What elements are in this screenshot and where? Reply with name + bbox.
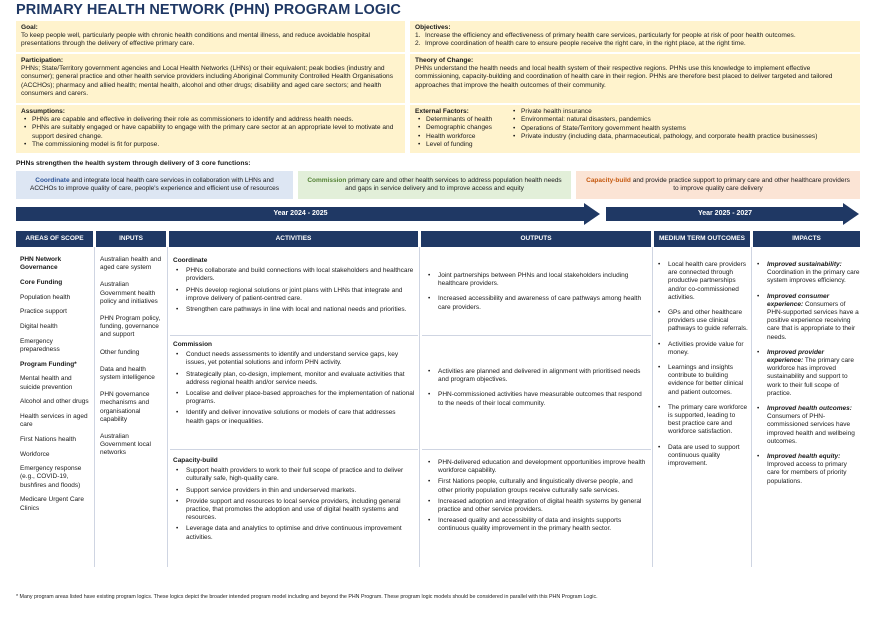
year-arrow-2 <box>606 203 861 225</box>
medium-term-outcomes-column <box>655 261 749 566</box>
year-label: Year 2025 - 2027 <box>697 210 753 217</box>
activities-commission <box>170 338 418 450</box>
scope-item: Practice support <box>20 308 67 316</box>
year-label: Year 2024 - 2025 <box>273 210 328 217</box>
output-item: • Increased adoption and integration of digital health systems by general practice and other service providers. <box>425 498 648 514</box>
output-item: • Increased quality and accessibility of data and insights supports continuous quality improvement in the primary health sector. <box>425 517 648 533</box>
objective-item: 1. Increase the efficiency and effectiveness of primary health care services, particularly for people at risk of poor health outcomes. <box>415 32 796 40</box>
scope-item: Health services in aged care <box>20 412 88 429</box>
external-factor: • Determinants of health <box>415 116 510 124</box>
theory-box <box>410 54 860 103</box>
impact-item: • Improved provider experience: The primary care workforce has improved sustainability and support to work to their full scope of practice. <box>754 349 860 398</box>
input-item: Data and health system intelligence <box>100 365 155 382</box>
output-item: • Joint partnerships between PHNs and local stakeholders including healthcare providers. <box>425 272 648 288</box>
outputs-commission <box>422 338 651 450</box>
external-factor: • Operations of State/Territory government health systems <box>510 125 817 133</box>
column-header-medium-term-outcomes: MEDIUM TERM OUTCOMES <box>654 231 750 247</box>
column-header-areas-of-scope: AREAS OF SCOPE <box>16 231 93 247</box>
external-factor: • Level of funding <box>415 141 510 149</box>
participation-text: PHNs; State/Territory government agencies and Local Health Networks (LHNs) or their equivalent; peak bodies (industry and consumer); general practice and other health service providers including Aboriginal Community Controlled Health Organisations (ACCHOs); pharmacy and allied health; mental health, alcohol and other drugs; disability and aged care sectors; and health consumers and carers. <box>21 65 394 97</box>
input-item: PHN Program policy, funding, governance and support <box>100 315 161 339</box>
activity-heading: Capacity-build <box>173 457 218 464</box>
core-function-coordinate: Coordinate and integrate local health care services in collaboration with LHNs and ACCHOs to improve quality of care, people's experience and efficient use of resources <box>16 171 293 199</box>
outcome-item: • Data are used to support continuous quality improvement. <box>655 444 749 469</box>
objectives-heading: Objectives: <box>415 24 451 31</box>
participation-box <box>16 54 405 103</box>
activity-item: • PHNs collaborate and build connections with local stakeholders and healthcare providers. <box>173 267 415 283</box>
outcome-item: • GPs and other healthcare providers use clinical pathways to guide referrals. <box>655 309 749 334</box>
output-item: • Activities are planned and delivered in alignment with prioritised needs and program objectives. <box>425 368 648 384</box>
inputs-column <box>100 256 164 566</box>
scope-item: Population health <box>20 293 71 301</box>
scope-item: Medicare Urgent Care Clinics <box>20 496 84 512</box>
activity-item: • Support health providers to work to their full scope of practice and to deliver culturally safe, high-quality care. <box>173 467 415 483</box>
activity-item: • Leverage data and analytics to optimise and drive continuous improvement activities. <box>173 525 415 541</box>
theory-heading: Theory of Change: <box>415 57 474 64</box>
goal-heading: Goal: <box>21 24 38 31</box>
outcome-item: • Activities provide value for money. <box>655 341 749 357</box>
outcome-item: • The primary care workforce is supported, leading to best practice care and workforce satisfaction. <box>655 404 749 437</box>
year-arrow-1 <box>16 203 600 225</box>
scope-item: Core Funding <box>20 278 63 286</box>
goal-text: To keep people well, particularly people with chronic health conditions and mental illness, and reduce avoidable hospital presentations through the delivery of effective primary care. <box>21 32 370 48</box>
core-functions-heading: PHNs strengthen the health system through delivery of 3 core functions: <box>16 160 251 167</box>
objective-item: 2. Improve coordination of health care to ensure people receive the right care, in the right place, at the right time. <box>415 40 746 48</box>
objectives-box <box>410 21 860 52</box>
output-item: • PHN-delivered education and development opportunities improve health workforce capability. <box>425 459 648 475</box>
activity-item: • PHNs develop regional solutions or joint plans with LHNs that integrate and improve delivery of patient-centred care. <box>173 287 415 303</box>
column-header-impacts: IMPACTS <box>753 231 860 247</box>
outputs-coordinate <box>422 254 651 336</box>
impacts-column <box>754 261 860 566</box>
column-header-outputs: OUTPUTS <box>421 231 651 247</box>
outcome-item: • Learnings and insights contribute to building evidence for better clinical and patient outcomes. <box>655 364 749 397</box>
input-item: Australian Government health policy and initiatives <box>100 281 158 305</box>
assumptions-box <box>16 105 405 153</box>
external-factor: • Health workforce <box>415 133 510 141</box>
participation-heading: Participation: <box>21 57 64 64</box>
external-factor: • Environmental: natural disasters, pandemics <box>510 116 817 124</box>
core-function-capacity-build: Capacity-build and provide practice support to primary care and other healthcare providers to improve quality care delivery <box>576 171 860 199</box>
scope-item: Emergency response (e.g., COVID-19, bushfires and floods) <box>20 465 82 489</box>
impact-item: • Improved consumer experience: Consumers of PHN-supported services have a positive experience receiving care that is appropriate to their needs. <box>754 293 860 342</box>
goal-box <box>16 21 405 52</box>
activity-item: • Conduct needs assessments to identify and understand service gaps, key issues, yet potential solutions and inform PHN activity. <box>173 351 415 367</box>
scope-item: First Nations health <box>20 435 76 443</box>
activities-coordinate <box>170 254 418 336</box>
activity-item: • Support service providers in thin and underserved markets. <box>173 487 415 495</box>
column-header-inputs: INPUTS <box>96 231 166 247</box>
impact-item: • Improved health equity: Improved access to primary care for members of priority populations. <box>754 453 860 486</box>
external-factor: • Demographic changes <box>415 124 510 132</box>
core-function-commission: Commission primary care and other health services to address population health needs and gaps in service delivery and to improve access and equity <box>298 171 571 199</box>
activities-capacity-build <box>170 454 418 566</box>
external-factor: • Private health insurance <box>510 108 817 116</box>
theory-text: PHNs understand the health needs and local health system of their respective regions. PHNs use this knowledge to implement effective commissioning, capacity-building and coordination of health care in their region. PHNs are therefore best placed to deliver targeted and tailored approaches that improve the health outcomes of their community. <box>415 65 833 89</box>
areas-of-scope-column <box>20 256 92 566</box>
scope-item: Workforce <box>20 450 50 458</box>
input-item: PHN governance mechanisms and organisational capability <box>100 391 150 423</box>
outputs-capacity-build <box>422 454 651 566</box>
scope-item: Program Funding* <box>20 360 77 368</box>
scope-item: Digital health <box>20 323 58 331</box>
activity-item: • Strengthen care pathways in line with local and national needs and priorities. <box>173 306 415 314</box>
input-item: Australian health and aged care system <box>100 256 162 272</box>
activity-item: • Identify and deliver innovative solutions or models of care that addresses health gaps or inequalities. <box>173 409 415 425</box>
scope-item: Alcohol and other drugs <box>20 398 89 406</box>
external-heading: External Factors: <box>415 108 469 115</box>
assumptions-heading: Assumptions: <box>21 108 65 115</box>
assumption-item: • PHNs are capable and effective in delivering their role as commissioners to identify and address health needs. <box>21 116 400 124</box>
external-factors-box <box>410 105 860 153</box>
input-item: Australian Government local networks <box>100 433 151 457</box>
activity-item: • Localise and deliver place-based approaches for the implementation of national programs. <box>173 390 415 406</box>
scope-item: Mental health and suicide prevention <box>20 375 73 391</box>
external-factor: • Private industry (including data, pharmaceutical, pathology, and corporate health practice businesses) <box>510 133 817 141</box>
output-item: • Increased accessibility and awareness of care pathways among health care providers. <box>425 295 648 311</box>
assumption-item: • The commissioning model is fit for purpose. <box>21 141 400 149</box>
activity-heading: Coordinate <box>173 257 208 264</box>
scope-item: Emergency preparedness <box>20 337 60 353</box>
output-item: • PHN-commissioned activities have measurable outcomes that respond to the needs of their local community. <box>425 391 648 407</box>
footnote: * Many program areas listed have existing program logics. These logics depict the broader intended program model including and beyond the PHN Program. These program logic models should be considered in parallel with this PHN Program Logic. <box>16 594 598 600</box>
input-item: Other funding <box>100 348 140 356</box>
impact-item: • Improved health outcomes: Consumers of PHN-commissioned services have improved health and wellbeing outcomes. <box>754 405 860 446</box>
output-item: • First Nations people, culturally and linguistically diverse people, and other priority population groups receive culturally safe services. <box>425 478 648 494</box>
column-header-activities: ACTIVITIES <box>169 231 418 247</box>
impact-item: • Improved sustainability: Coordination in the primary care system improves efficiency. <box>754 261 860 286</box>
activity-item: • Provide support and resources to local service providers, including general practice, that promotes the adoption and use of digital health systems and resources. <box>173 498 415 523</box>
activity-item: • Strategically plan, co-design, implement, monitor and evaluate activities that address regional health and/or service needs. <box>173 371 415 387</box>
scope-item: PHN Network Governance <box>20 256 62 272</box>
outcome-item: • Local health care providers are connected through productive partnerships and/or co-commissioned activities. <box>655 261 749 302</box>
assumption-item: • PHNs are suitably engaged or have capability to engage with the primary care sector at an appropriate level to motivate and support desired change. <box>21 124 400 140</box>
activity-heading: Commission <box>173 341 213 348</box>
objectives-list <box>415 32 855 48</box>
page-title: PRIMARY HEALTH NETWORK (PHN) PROGRAM LOGIC <box>16 2 401 18</box>
